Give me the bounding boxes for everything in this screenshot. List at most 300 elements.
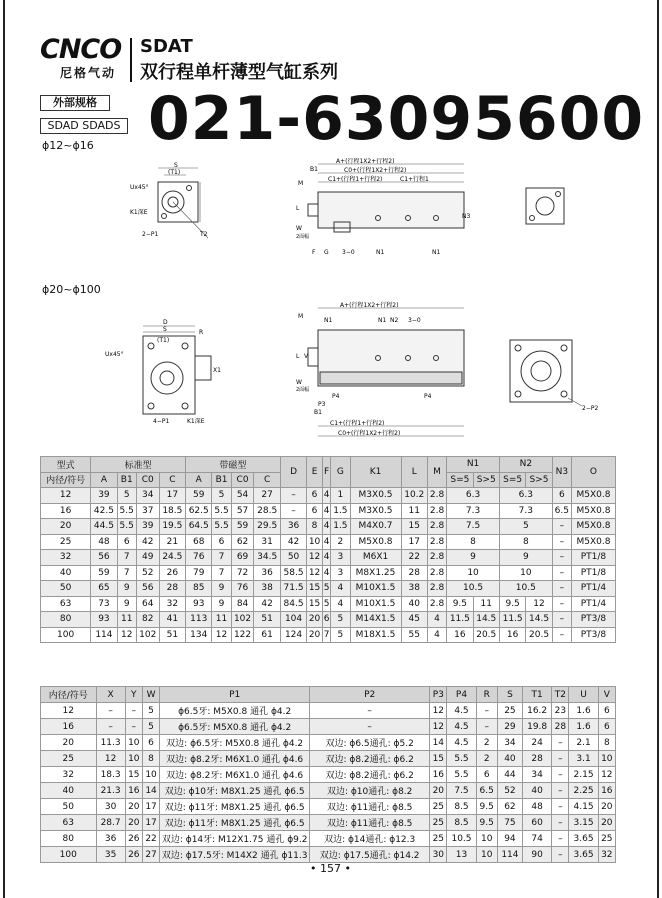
label-c0: C0+(行程1X2+行程2) xyxy=(344,167,407,174)
label-k1e-large: K1深E xyxy=(187,418,205,425)
table-cell: 双边: ϕ6.5通孔: ϕ5.2 xyxy=(310,735,430,751)
table-cell: 双边: ϕ8.2牙: M6X1.0 通孔 ϕ4.6 xyxy=(160,751,310,767)
table-cell: 6 xyxy=(117,534,136,550)
table-cell: – xyxy=(310,703,430,719)
table-cell: 9.5 xyxy=(447,596,473,612)
table-cell: 54 xyxy=(231,488,254,504)
table-cell: 2.25 xyxy=(569,783,598,799)
table-cell: 38 xyxy=(254,581,280,597)
table-cell: 64 xyxy=(136,596,159,612)
table-cell: 2.8 xyxy=(427,503,446,519)
table-cell: 11.5 xyxy=(499,612,525,628)
column-header: T2 xyxy=(552,687,569,703)
page-number: • 157 • xyxy=(310,862,351,875)
hdr-model: 型式 xyxy=(41,457,91,473)
table-cell: 5 xyxy=(331,627,350,643)
table-cell: 2 xyxy=(331,534,350,550)
table-cell: 44.5 xyxy=(91,519,117,535)
table-cell: 28 xyxy=(159,581,185,597)
table-cell: 双边: ϕ11牙: M8X1.25 通孔 ϕ6.5 xyxy=(160,799,310,815)
table-cell: – xyxy=(552,519,571,535)
table-cell: 25 xyxy=(430,815,447,831)
table-cell: 52 xyxy=(136,565,159,581)
table-row xyxy=(41,596,616,612)
table-cell: 5.5 xyxy=(117,503,136,519)
table-cell: 2.1 xyxy=(569,735,598,751)
table-cell: 6.5 xyxy=(552,503,571,519)
table-cell: 12 xyxy=(430,719,447,735)
table-cell: 9 xyxy=(117,596,136,612)
table-cell: 72 xyxy=(231,565,254,581)
table-cell: 35 xyxy=(96,847,125,863)
table-cell: 4 xyxy=(427,627,446,643)
table-cell: 94 xyxy=(497,831,522,847)
label-n1-b: N1 xyxy=(432,249,441,256)
table-cell: 28 xyxy=(523,751,552,767)
table-cell: 5.5 xyxy=(447,767,476,783)
large-side-view-drawing xyxy=(296,300,474,442)
table-cell: 3 xyxy=(331,565,350,581)
table-cell: 50 xyxy=(41,799,97,815)
table-cell: 28.5 xyxy=(254,503,280,519)
table-cell: 17 xyxy=(401,534,427,550)
table-cell: 79 xyxy=(186,565,212,581)
table-cell: 4.15 xyxy=(569,799,598,815)
table-cell: 28 xyxy=(552,719,569,735)
table-cell: 62.5 xyxy=(186,503,212,519)
table-cell: 60 xyxy=(523,815,552,831)
table-row xyxy=(41,534,616,550)
table-cell: 2.8 xyxy=(427,550,446,566)
table-cell: 12 xyxy=(41,703,97,719)
table-cell: 102 xyxy=(136,627,159,643)
table-cell: 5.5 xyxy=(117,519,136,535)
table-cell: 59 xyxy=(231,519,254,535)
label-v: V xyxy=(304,353,309,360)
table-cell: 10.5 xyxy=(447,831,476,847)
table-cell: 2.8 xyxy=(427,565,446,581)
table-cell: 9.5 xyxy=(499,596,525,612)
hdr-std-c: C xyxy=(159,472,185,488)
label-c1b: C1+行程1 xyxy=(400,176,429,183)
table-cell: PT1/4 xyxy=(571,596,615,612)
table-cell: 6 xyxy=(307,503,323,519)
table-cell: – xyxy=(552,596,571,612)
table-cell: M14X1.5 xyxy=(350,612,401,628)
label-k1e: K1深E xyxy=(130,209,148,216)
table-cell: M8X1.25 xyxy=(350,565,401,581)
column-header: R xyxy=(476,687,497,703)
table-cell: 34.5 xyxy=(254,550,280,566)
table-cell: 10 xyxy=(447,565,500,581)
table-cell: 24.5 xyxy=(159,550,185,566)
table-cell: 3.1 xyxy=(569,751,598,767)
table-cell: 12 xyxy=(598,767,615,783)
table-cell: – xyxy=(96,719,125,735)
table-cell: 20 xyxy=(125,815,142,831)
table-cell: 48 xyxy=(523,799,552,815)
table-cell: 20.5 xyxy=(526,627,552,643)
table-cell: 19.5 xyxy=(159,519,185,535)
table-cell: 15 xyxy=(125,767,142,783)
table-cell: 9.5 xyxy=(476,815,497,831)
table-cell: 76 xyxy=(231,581,254,597)
table-cell: 37 xyxy=(136,503,159,519)
table-cell: 40 xyxy=(41,565,91,581)
hdr-magnetic: 带磁型 xyxy=(186,457,281,473)
hdr-n2-s5plus: S>5 xyxy=(526,472,552,488)
table-cell: 42 xyxy=(280,534,306,550)
table-cell: 51 xyxy=(159,627,185,643)
table-cell: 1.5 xyxy=(331,519,350,535)
table-cell: 8 xyxy=(447,534,500,550)
table-cell: 4.5 xyxy=(447,735,476,751)
table-cell: 6 xyxy=(212,534,231,550)
table-cell: – xyxy=(552,799,569,815)
section-tag: 外部规格 xyxy=(40,95,110,111)
table-cell: 1.5 xyxy=(331,503,350,519)
label-f: F xyxy=(312,249,316,256)
table-cell: 10 xyxy=(476,831,497,847)
column-header: P1 xyxy=(160,687,310,703)
brand-cn-name: 尼格气动 xyxy=(60,66,117,80)
table-cell: 39 xyxy=(136,519,159,535)
table-cell: 64.5 xyxy=(186,519,212,535)
table-row xyxy=(41,783,616,799)
table-cell: 15 xyxy=(401,519,427,535)
table-cell: 100 xyxy=(41,627,91,643)
table-cell: 2.15 xyxy=(569,767,598,783)
table-cell: 10 xyxy=(307,534,323,550)
table-cell: 7.3 xyxy=(499,503,552,519)
column-header: P2 xyxy=(310,687,430,703)
table-cell: 85 xyxy=(186,581,212,597)
table-cell: 18.5 xyxy=(159,503,185,519)
table-cell: 25 xyxy=(41,751,97,767)
table-cell: 双边: ϕ14牙: M12X1.75 通孔 ϕ9.2 xyxy=(160,831,310,847)
table-cell: PT1/4 xyxy=(571,581,615,597)
table-cell: 10.5 xyxy=(447,581,500,597)
table-cell: 42 xyxy=(254,596,280,612)
hdr-mag-b1: B1 xyxy=(212,472,231,488)
label-l-large: L xyxy=(296,353,300,360)
table-cell: 20.5 xyxy=(473,627,499,643)
table-cell: 55 xyxy=(401,627,427,643)
table-cell: 2.8 xyxy=(427,519,446,535)
hdr-f: F xyxy=(322,457,330,488)
table-cell: 11.3 xyxy=(96,735,125,751)
table-cell: – xyxy=(552,847,569,863)
table-cell: 44 xyxy=(497,767,522,783)
table-cell: 12 xyxy=(96,751,125,767)
table-cell: 51 xyxy=(254,612,280,628)
hdr-n3: N3 xyxy=(552,457,571,488)
table-cell: ϕ6.5牙: M5X0.8 通孔 ϕ4.2 xyxy=(160,719,310,735)
table-cell: 6 xyxy=(598,719,615,735)
table-cell: 7 xyxy=(322,627,330,643)
table-cell: PT1/8 xyxy=(571,565,615,581)
table-cell: 双边: ϕ10通孔: ϕ8.2 xyxy=(310,783,430,799)
table-cell: 28 xyxy=(401,565,427,581)
table-cell: 42 xyxy=(136,534,159,550)
table-cell: 114 xyxy=(91,627,117,643)
table-cell: 6 xyxy=(322,612,330,628)
table-cell: 73 xyxy=(91,596,117,612)
table-cell: 3.65 xyxy=(569,831,598,847)
table-cell: 84.5 xyxy=(280,596,306,612)
table-cell: 39 xyxy=(91,488,117,504)
table-cell: 4 xyxy=(322,550,330,566)
table-cell: 1.6 xyxy=(569,703,598,719)
table-cell: 6.5 xyxy=(476,783,497,799)
dimension-table-1 xyxy=(40,456,616,643)
table-cell: 62 xyxy=(497,799,522,815)
table-cell: 8 xyxy=(307,519,323,535)
table-cell: 12 xyxy=(307,565,323,581)
table-cell: 3.15 xyxy=(569,815,598,831)
table-cell: 5 xyxy=(142,719,159,735)
table-row xyxy=(41,519,616,535)
table-cell: 59 xyxy=(186,488,212,504)
table-cell: 11.5 xyxy=(447,612,473,628)
label-s: S xyxy=(174,162,178,169)
table-cell: 56 xyxy=(136,581,159,597)
table-cell: 双边: ϕ11通孔: ϕ8.5 xyxy=(310,799,430,815)
table-cell: 52 xyxy=(497,783,522,799)
table-cell: 75 xyxy=(497,815,522,831)
label-n1-large-a: N1 xyxy=(324,317,333,324)
table-cell: 80 xyxy=(41,612,91,628)
table-cell: 4 xyxy=(322,565,330,581)
table-cell: 4 xyxy=(322,534,330,550)
hdr-n2-s5: S=5 xyxy=(499,472,525,488)
hdr-n1: N1 xyxy=(447,457,500,473)
table-cell: – xyxy=(476,703,497,719)
table-cell: 8 xyxy=(499,534,552,550)
table-cell: 36 xyxy=(280,519,306,535)
column-header: U xyxy=(569,687,598,703)
table-row xyxy=(41,799,616,815)
table-cell: M5X0.8 xyxy=(571,534,615,550)
table-cell: 114 xyxy=(497,847,522,863)
table-cell: 4 xyxy=(331,581,350,597)
table-cell: 34 xyxy=(523,767,552,783)
table-cell: 21 xyxy=(159,534,185,550)
label-ux45: Ux45° xyxy=(130,184,149,191)
table-cell: 7.5 xyxy=(447,519,500,535)
hdr-std-a: A xyxy=(91,472,117,488)
table-cell: 26 xyxy=(125,831,142,847)
table-cell: 9.5 xyxy=(476,799,497,815)
table-cell: 7.3 xyxy=(447,503,500,519)
table-cell: 28.7 xyxy=(96,815,125,831)
table-cell: 4 xyxy=(322,519,330,535)
table-cell: 5 xyxy=(117,488,136,504)
table-cell: 16 xyxy=(447,627,473,643)
table-cell: 2.8 xyxy=(427,581,446,597)
table-cell: 17 xyxy=(142,799,159,815)
table-cell: 双边: ϕ6.5牙: M5X0.8 通孔 ϕ4.2 xyxy=(160,735,310,751)
hdr-g: G xyxy=(331,457,350,488)
table-row xyxy=(41,565,616,581)
table-cell: 10.2 xyxy=(401,488,427,504)
table-cell: 32 xyxy=(41,767,97,783)
hdr-k1: K1 xyxy=(350,457,401,488)
table-cell: 9 xyxy=(117,581,136,597)
table-cell: 6.3 xyxy=(447,488,500,504)
column-header: Y xyxy=(125,687,142,703)
table-cell: 49 xyxy=(136,550,159,566)
table-cell: 113 xyxy=(186,612,212,628)
label-a-len: A+(行程1X2+行程2) xyxy=(336,158,395,165)
table-cell: 双边: ϕ8.2通孔: ϕ6.2 xyxy=(310,751,430,767)
table-cell: 18.3 xyxy=(96,767,125,783)
table-cell: 10.5 xyxy=(499,581,552,597)
table-cell: 1 xyxy=(331,488,350,504)
table-cell: 10 xyxy=(476,847,497,863)
label-w: W xyxy=(296,225,302,232)
model-codes: SDAD SDADS xyxy=(40,118,128,134)
table-cell: 8.5 xyxy=(447,815,476,831)
table-cell: 93 xyxy=(186,596,212,612)
table-cell: 16.2 xyxy=(523,703,552,719)
hdr-n2: N2 xyxy=(499,457,552,473)
table-cell: 38 xyxy=(401,581,427,597)
table-cell: 5 xyxy=(322,581,330,597)
hdr-mag-c: C xyxy=(254,472,280,488)
header-divider xyxy=(130,38,132,82)
table-row xyxy=(41,847,616,863)
label-n2: N2 xyxy=(390,317,399,324)
column-header: X xyxy=(96,687,125,703)
column-header: V xyxy=(598,687,615,703)
hdr-l: L xyxy=(401,457,427,488)
table-cell: 16 xyxy=(41,719,97,735)
table-cell: 58.5 xyxy=(280,565,306,581)
table-cell: 16 xyxy=(598,783,615,799)
label-d: D xyxy=(163,319,168,326)
table-row xyxy=(41,815,616,831)
table-cell: 6 xyxy=(476,767,497,783)
label-ux45-large: Ux45° xyxy=(105,351,124,358)
label-t1: (T1) xyxy=(168,169,181,176)
table-cell: M5X0.8 xyxy=(571,488,615,504)
table-cell: M4X0.7 xyxy=(350,519,401,535)
label-s-large: S xyxy=(163,326,167,333)
table-cell: 6 xyxy=(552,488,571,504)
table-cell: 10 xyxy=(125,735,142,751)
large-rear-view-drawing xyxy=(502,330,602,420)
table-cell: 2.8 xyxy=(427,534,446,550)
small-front-view-drawing xyxy=(130,160,225,255)
table-cell: 65 xyxy=(91,581,117,597)
table-cell: 6 xyxy=(598,703,615,719)
label-t1-large: (T1) xyxy=(157,337,170,344)
table-cell: 22 xyxy=(142,831,159,847)
table-cell: 4 xyxy=(322,488,330,504)
hdr-d: D xyxy=(280,457,306,488)
table-cell: – xyxy=(552,767,569,783)
table-cell: 29 xyxy=(497,719,522,735)
table-cell: 48 xyxy=(91,534,117,550)
table-cell: 27 xyxy=(142,847,159,863)
table-cell: 12 xyxy=(212,627,231,643)
table-cell: 8 xyxy=(142,751,159,767)
table-cell: 17 xyxy=(159,488,185,504)
label-four-p1: 4−P1 xyxy=(153,418,170,425)
table-cell: 4 xyxy=(427,612,446,628)
table-cell: M18X1.5 xyxy=(350,627,401,643)
label-p4-a: P4 xyxy=(332,393,340,400)
table-cell: M3X0.5 xyxy=(350,488,401,504)
table-cell: 10 xyxy=(499,565,552,581)
table-cell: 25 xyxy=(497,703,522,719)
label-m-large: M xyxy=(298,313,304,320)
table-cell: 20 xyxy=(307,612,323,628)
table-cell: 20 xyxy=(430,783,447,799)
hdr-std-b1: B1 xyxy=(117,472,136,488)
table-cell: 14 xyxy=(430,735,447,751)
table-cell: – xyxy=(280,488,306,504)
table-cell: – xyxy=(552,550,571,566)
table-cell: 7 xyxy=(117,565,136,581)
label-c1-large: C1+(行程1+行程2) xyxy=(330,420,385,427)
table-cell: 11 xyxy=(473,596,499,612)
column-header: P4 xyxy=(447,687,476,703)
table-cell: 68 xyxy=(186,534,212,550)
table-cell: – xyxy=(552,783,569,799)
table-row xyxy=(41,703,616,719)
table-cell: 23 xyxy=(552,703,569,719)
table-cell: – xyxy=(280,503,306,519)
table-cell: 9 xyxy=(212,581,231,597)
label-p4-b: P4 xyxy=(424,393,432,400)
table-cell: 11 xyxy=(401,503,427,519)
table-cell: 10 xyxy=(142,767,159,783)
table-cell: 30 xyxy=(96,799,125,815)
table-cell: 9 xyxy=(447,550,500,566)
table-cell: 16 xyxy=(499,627,525,643)
label-r: R xyxy=(199,329,204,336)
table-cell: 7 xyxy=(117,550,136,566)
hdr-n1-s5plus: S>5 xyxy=(473,472,499,488)
table-cell: 5 xyxy=(499,519,552,535)
table-cell: 6.3 xyxy=(499,488,552,504)
table-row xyxy=(41,550,616,566)
table-cell: 双边: ϕ17.5牙: M14X2 通孔 ϕ11.3 xyxy=(160,847,310,863)
table-cell: – xyxy=(552,831,569,847)
table-cell: 32 xyxy=(159,596,185,612)
table-cell: 2 xyxy=(476,751,497,767)
label-c1: C1+(行程1+行程2) xyxy=(328,176,383,183)
table-cell: 26 xyxy=(125,847,142,863)
table-row xyxy=(41,831,616,847)
table-cell: 100 xyxy=(41,847,97,863)
table-cell: 76 xyxy=(186,550,212,566)
table-cell: 134 xyxy=(186,627,212,643)
table-row xyxy=(41,735,616,751)
table-row xyxy=(41,751,616,767)
table-cell: – xyxy=(552,735,569,751)
table-cell: 16 xyxy=(41,503,91,519)
table-cell: 20 xyxy=(307,627,323,643)
table-cell: – xyxy=(552,751,569,767)
table-cell: 12 xyxy=(526,596,552,612)
table-cell: – xyxy=(310,719,430,735)
table-cell: 4 xyxy=(322,503,330,519)
table-cell: – xyxy=(476,719,497,735)
table-cell: 12 xyxy=(307,550,323,566)
